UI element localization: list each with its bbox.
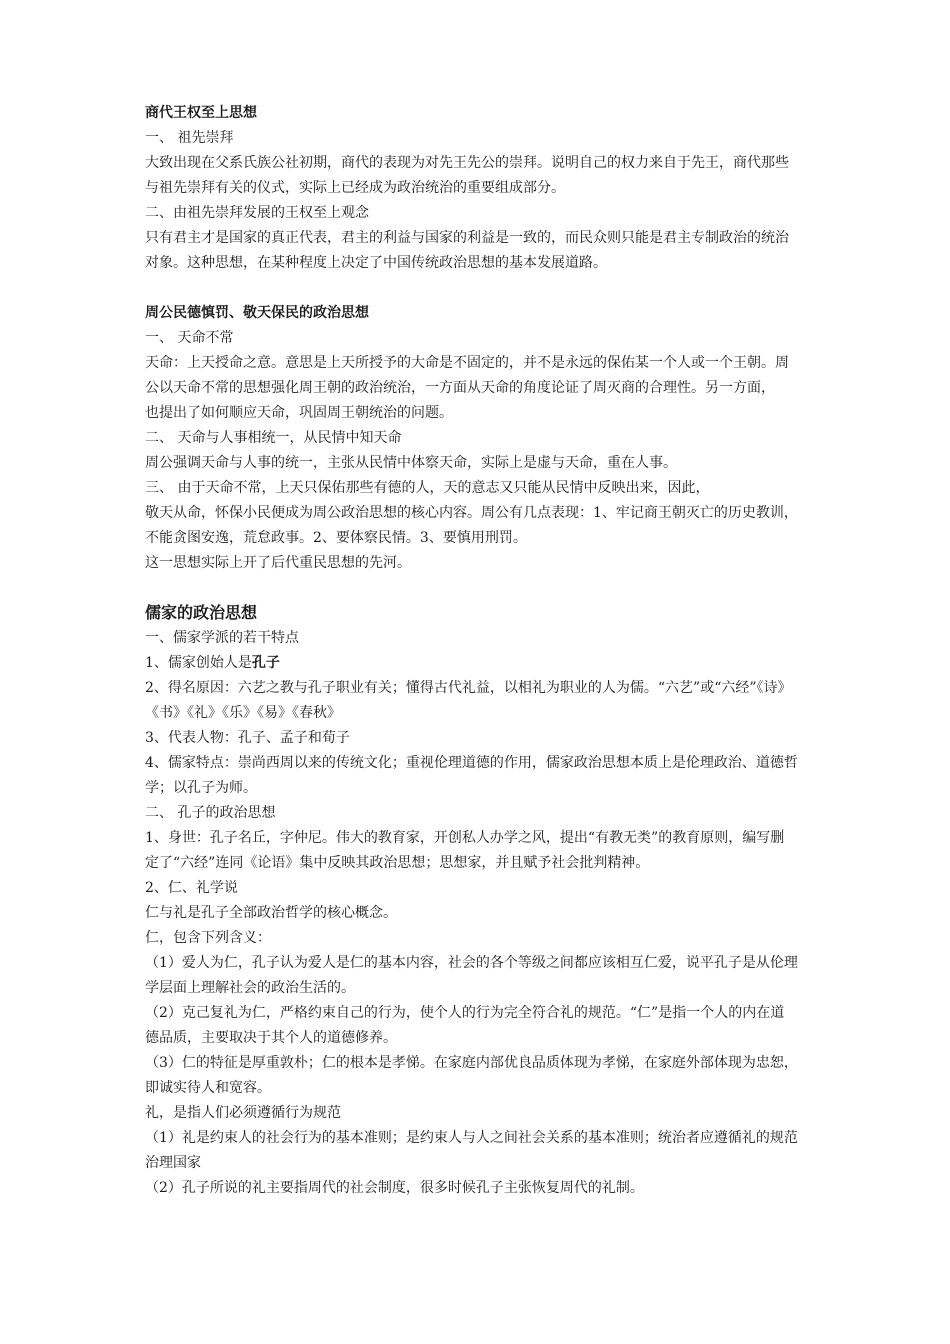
text-line: 周公强调天命与人事的统一，主张从民情中体察天命，实际上是虚与天命，重在人事。: [145, 455, 677, 471]
text-line: 公以天命不常的思想强化周王朝的政治统治，一方面从天命的角度论证了周灭商的合理性。另一方面，: [145, 380, 775, 396]
section-spacer: [145, 276, 815, 300]
text-line: 《书》《礼》《乐》《易》《春秋》: [145, 705, 341, 721]
text-line: 一、 祖先崇拜: [145, 130, 234, 146]
text-line: 这一思想实际上开了后代重民思想的先河。: [145, 555, 411, 571]
text-line: 4、儒家特点：崇尚西周以来的传统文化；重视伦理道德的作用，儒家政治思想本质上是伦理政治、道德哲: [145, 755, 798, 771]
text-line: 1、身世：孔子名丘，字仲尼。伟大的教育家，开创私人办学之风，提出“有教无类”的教育原则，编写删: [145, 830, 785, 846]
section-spacer: [145, 576, 815, 600]
text-line: 二、 孔子的政治思想: [145, 805, 276, 821]
text-line: （3）仁的特征是厚重敦朴；仁的根本是孝悌。在家庭内部优良品质体现为孝悌，在家庭外部体现为忠恕，: [145, 1055, 798, 1071]
text-line: [145, 651, 815, 676]
text-line: 二、由祖先崇拜发展的王权至上观念: [145, 205, 369, 221]
section-title: 周公民德慎罚、敬天保民的政治思想: [145, 305, 369, 321]
text-line: 也提出了如何顺应天命，巩固周王朝统治的问题。: [145, 405, 453, 421]
text-line: 仁，包含下列含义：: [145, 930, 271, 946]
text-line: 礼，是指人们必须遵循行为规范: [145, 1105, 341, 1121]
text-line: （1）爱人为仁，孔子认为爱人是仁的基本内容，社会的各个等级之间都应该相互仁爱，说平孔子是从伦理: [145, 955, 798, 971]
text-line: 定了“六经”连同《论语》集中反映其政治思想；思想家，并且赋予社会批判精神。: [145, 855, 650, 871]
document-page: [145, 100, 815, 1201]
text-line: 治理国家: [145, 1155, 201, 1171]
text-line: 学层面上理解社会的政治生活的。: [145, 980, 355, 996]
text-line: 一、 天命不常: [145, 330, 234, 346]
bold-term: 孔子: [251, 655, 280, 671]
text-line-prefix: 1、儒家创始人是: [145, 655, 252, 671]
text-line: 2、得名原因：六艺之教与孔子职业有关；懂得古代礼益，以相礼为职业的人为儒。“六艺”或“六经”《诗》: [145, 680, 792, 696]
text-line: 三、 由于天命不常，上天只保佑那些有德的人，天的意志又只能从民情中反映出来，因此，: [145, 480, 710, 496]
text-line: 敬天从命，怀保小民便成为周公政治思想的核心内容。周公有几点表现：1、牢记商王朝灭亡的历史教训，: [145, 505, 798, 521]
section-title: 商代王权至上思想: [145, 105, 257, 121]
text-line: 即诚实待人和宽容。: [145, 1080, 271, 1096]
section-confucian: [145, 600, 815, 1201]
text-line: 对象。这种思想，在某种程度上决定了中国传统政治思想的基本发展道路。: [145, 255, 607, 271]
text-line: （2）克己复礼为仁，严格约束自己的行为，使个人的行为完全符合礼的规范。“仁”是指一个人的内在道: [145, 1005, 785, 1021]
text-line: 学；以孔子为师。: [145, 780, 257, 796]
text-line: 一、儒家学派的若干特点: [145, 630, 299, 646]
text-line: 2、仁、礼学说: [145, 880, 238, 896]
section-shang: [145, 100, 815, 276]
text-line: （1）礼是约束人的社会行为的基本准则；是约束人与人之间社会关系的基本准则；统治者应遵循礼的规范: [145, 1130, 798, 1146]
text-line: 与祖先崇拜有关的仪式，实际上已经成为政治统治的重要组成部分。: [145, 180, 565, 196]
text-line: （2）孔子所说的礼主要指周代的社会制度，很多时候孔子主张恢复周代的礼制。: [145, 1180, 644, 1196]
section-title: 儒家的政治思想: [145, 603, 258, 622]
section-zhougong: [145, 300, 815, 576]
text-line: 仁与礼是孔子全部政治哲学的核心概念。: [145, 905, 397, 921]
text-line: 3、代表人物：孔子、孟子和荀子: [145, 730, 350, 746]
text-line: 德品质，主要取决于其个人的道德修养。: [145, 1030, 397, 1046]
text-line: 不能贪图安逸，荒怠政事。2、要体察民情。3、要慎用刑罚。: [145, 530, 527, 546]
text-line: 二、 天命与人事相统一，从民情中知天命: [145, 430, 402, 446]
text-line: 天命：上天授命之意。意思是上天所授予的大命是不固定的，并不是永远的保佑某一个人或一个王朝。周: [145, 355, 789, 371]
text-line: 只有君主才是国家的真正代表，君主的利益与国家的利益是一致的，而民众则只能是君主专制政治的统治: [145, 230, 789, 246]
text-line: 大致出现在父系氏族公社初期，商代的表现为对先王先公的崇拜。说明自己的权力来自于先王，商代那些: [145, 155, 789, 171]
